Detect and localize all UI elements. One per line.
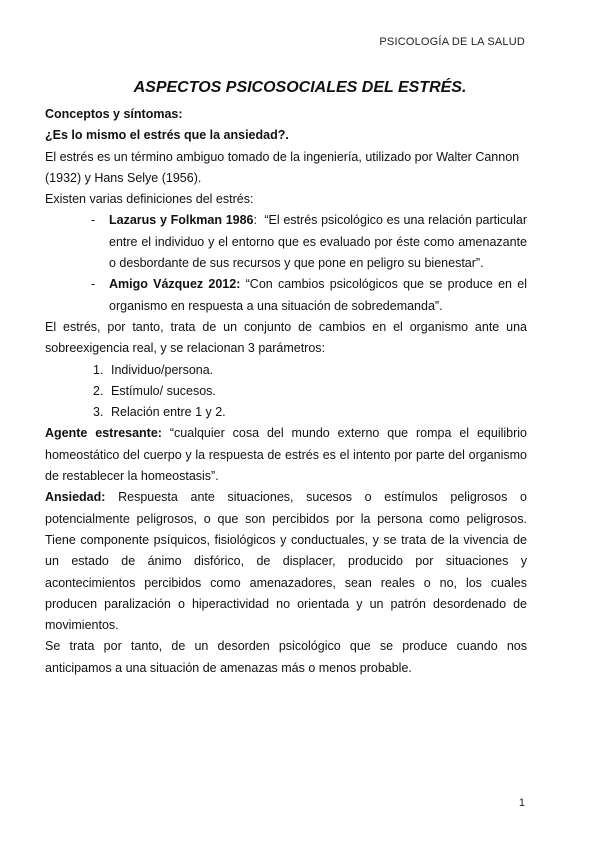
section-heading: Conceptos y síntomas: <box>45 107 183 121</box>
parameters-lead: El estrés, por tanto, trata de un conjunto de cambios en el organismo ante una sobreexigencia real, y se relacionan 3 parámetros: <box>45 319 527 356</box>
list-item <box>93 381 527 402</box>
item-text: Individuo/persona. <box>111 362 214 377</box>
question-heading: ¿Es lo mismo el estrés que la ansiedad?. <box>45 128 289 143</box>
definitions-lead: Existen varias definiciones del estrés: <box>45 192 254 207</box>
parameters-list <box>45 360 527 424</box>
definition-author: Amigo Vázquez 2012: <box>109 277 241 292</box>
document-body <box>45 104 527 679</box>
item-number: 3. <box>93 405 104 420</box>
item-text: Relación entre 1 y 2. <box>111 405 226 420</box>
conclusion-paragraph: Se trata por tanto, de un desorden psicológico que se produce cuando nos anticipamos a una situación de amenazas más o menos probable. <box>45 639 527 675</box>
agente-text: “cualquier cosa del mundo externo que rompa el equilibrio homeostático del cuerpo y la respuesta de estrés es el intento por parte del organismo de restablecer la homeostasis”. <box>45 426 527 484</box>
definition-text: “Con cambios psicológicos que se produce en el organismo en respuesta a una situación de sobredemanda”. <box>109 277 527 313</box>
page-number: 1 <box>518 797 525 809</box>
definition-item <box>91 274 527 317</box>
item-number: 1. <box>93 362 104 377</box>
definition-text: “El estrés psicológico es una relación particular entre el individuo y el entorno que es evaluado por éste como amenazante o desbordante de sus recursos y que pone en peligro su bienestar”. <box>109 213 527 271</box>
running-header: PSICOLOGÍA DE LA SALUD <box>379 36 525 48</box>
item-number: 2. <box>93 383 104 398</box>
definition-author: Lazarus y Folkman 1986 <box>109 213 254 228</box>
agente-paragraph <box>45 423 527 487</box>
list-item <box>93 402 527 423</box>
ansiedad-paragraph <box>45 487 527 636</box>
definitions-list <box>45 210 527 316</box>
item-text: Estímulo/ sucesos. <box>111 383 216 398</box>
list-item <box>93 360 527 381</box>
intro-paragraph: El estrés es un término ambiguo tomado de la ingeniería, utilizado por Walter Cannon (1932) y Hans Selye (1956). <box>45 149 520 185</box>
ansiedad-label: Ansiedad: <box>45 490 106 505</box>
definition-item: - Lazarus y Folkman 1986: “El estrés psicológico es una relación particular entre el individuo y el entorno que es evaluado por éste como amenazante o desbordante de sus recursos y que pone en peligro su bienestar”. <box>91 210 527 274</box>
page-title: ASPECTOS PSICOSOCIALES DEL ESTRÉS. <box>133 79 467 96</box>
agente-label: Agente estresante: <box>45 426 162 441</box>
ansiedad-text: Respuesta ante situaciones, sucesos o estímulos peligrosos o potencialmente peligrosos, o que son percibidos por la persona como peligrosos. Tiene componente psíquicos, fisiológicos y conductuales, y se trata de la vivencia de un estado de ánimo disfórico, de displacer, producido por situaciones y acontecimientos percibidos como amenazadores, sean reales o no, los cuales producen paralización o hiperactividad no orientada y un patrón desordenado de movimientos. <box>45 490 527 633</box>
